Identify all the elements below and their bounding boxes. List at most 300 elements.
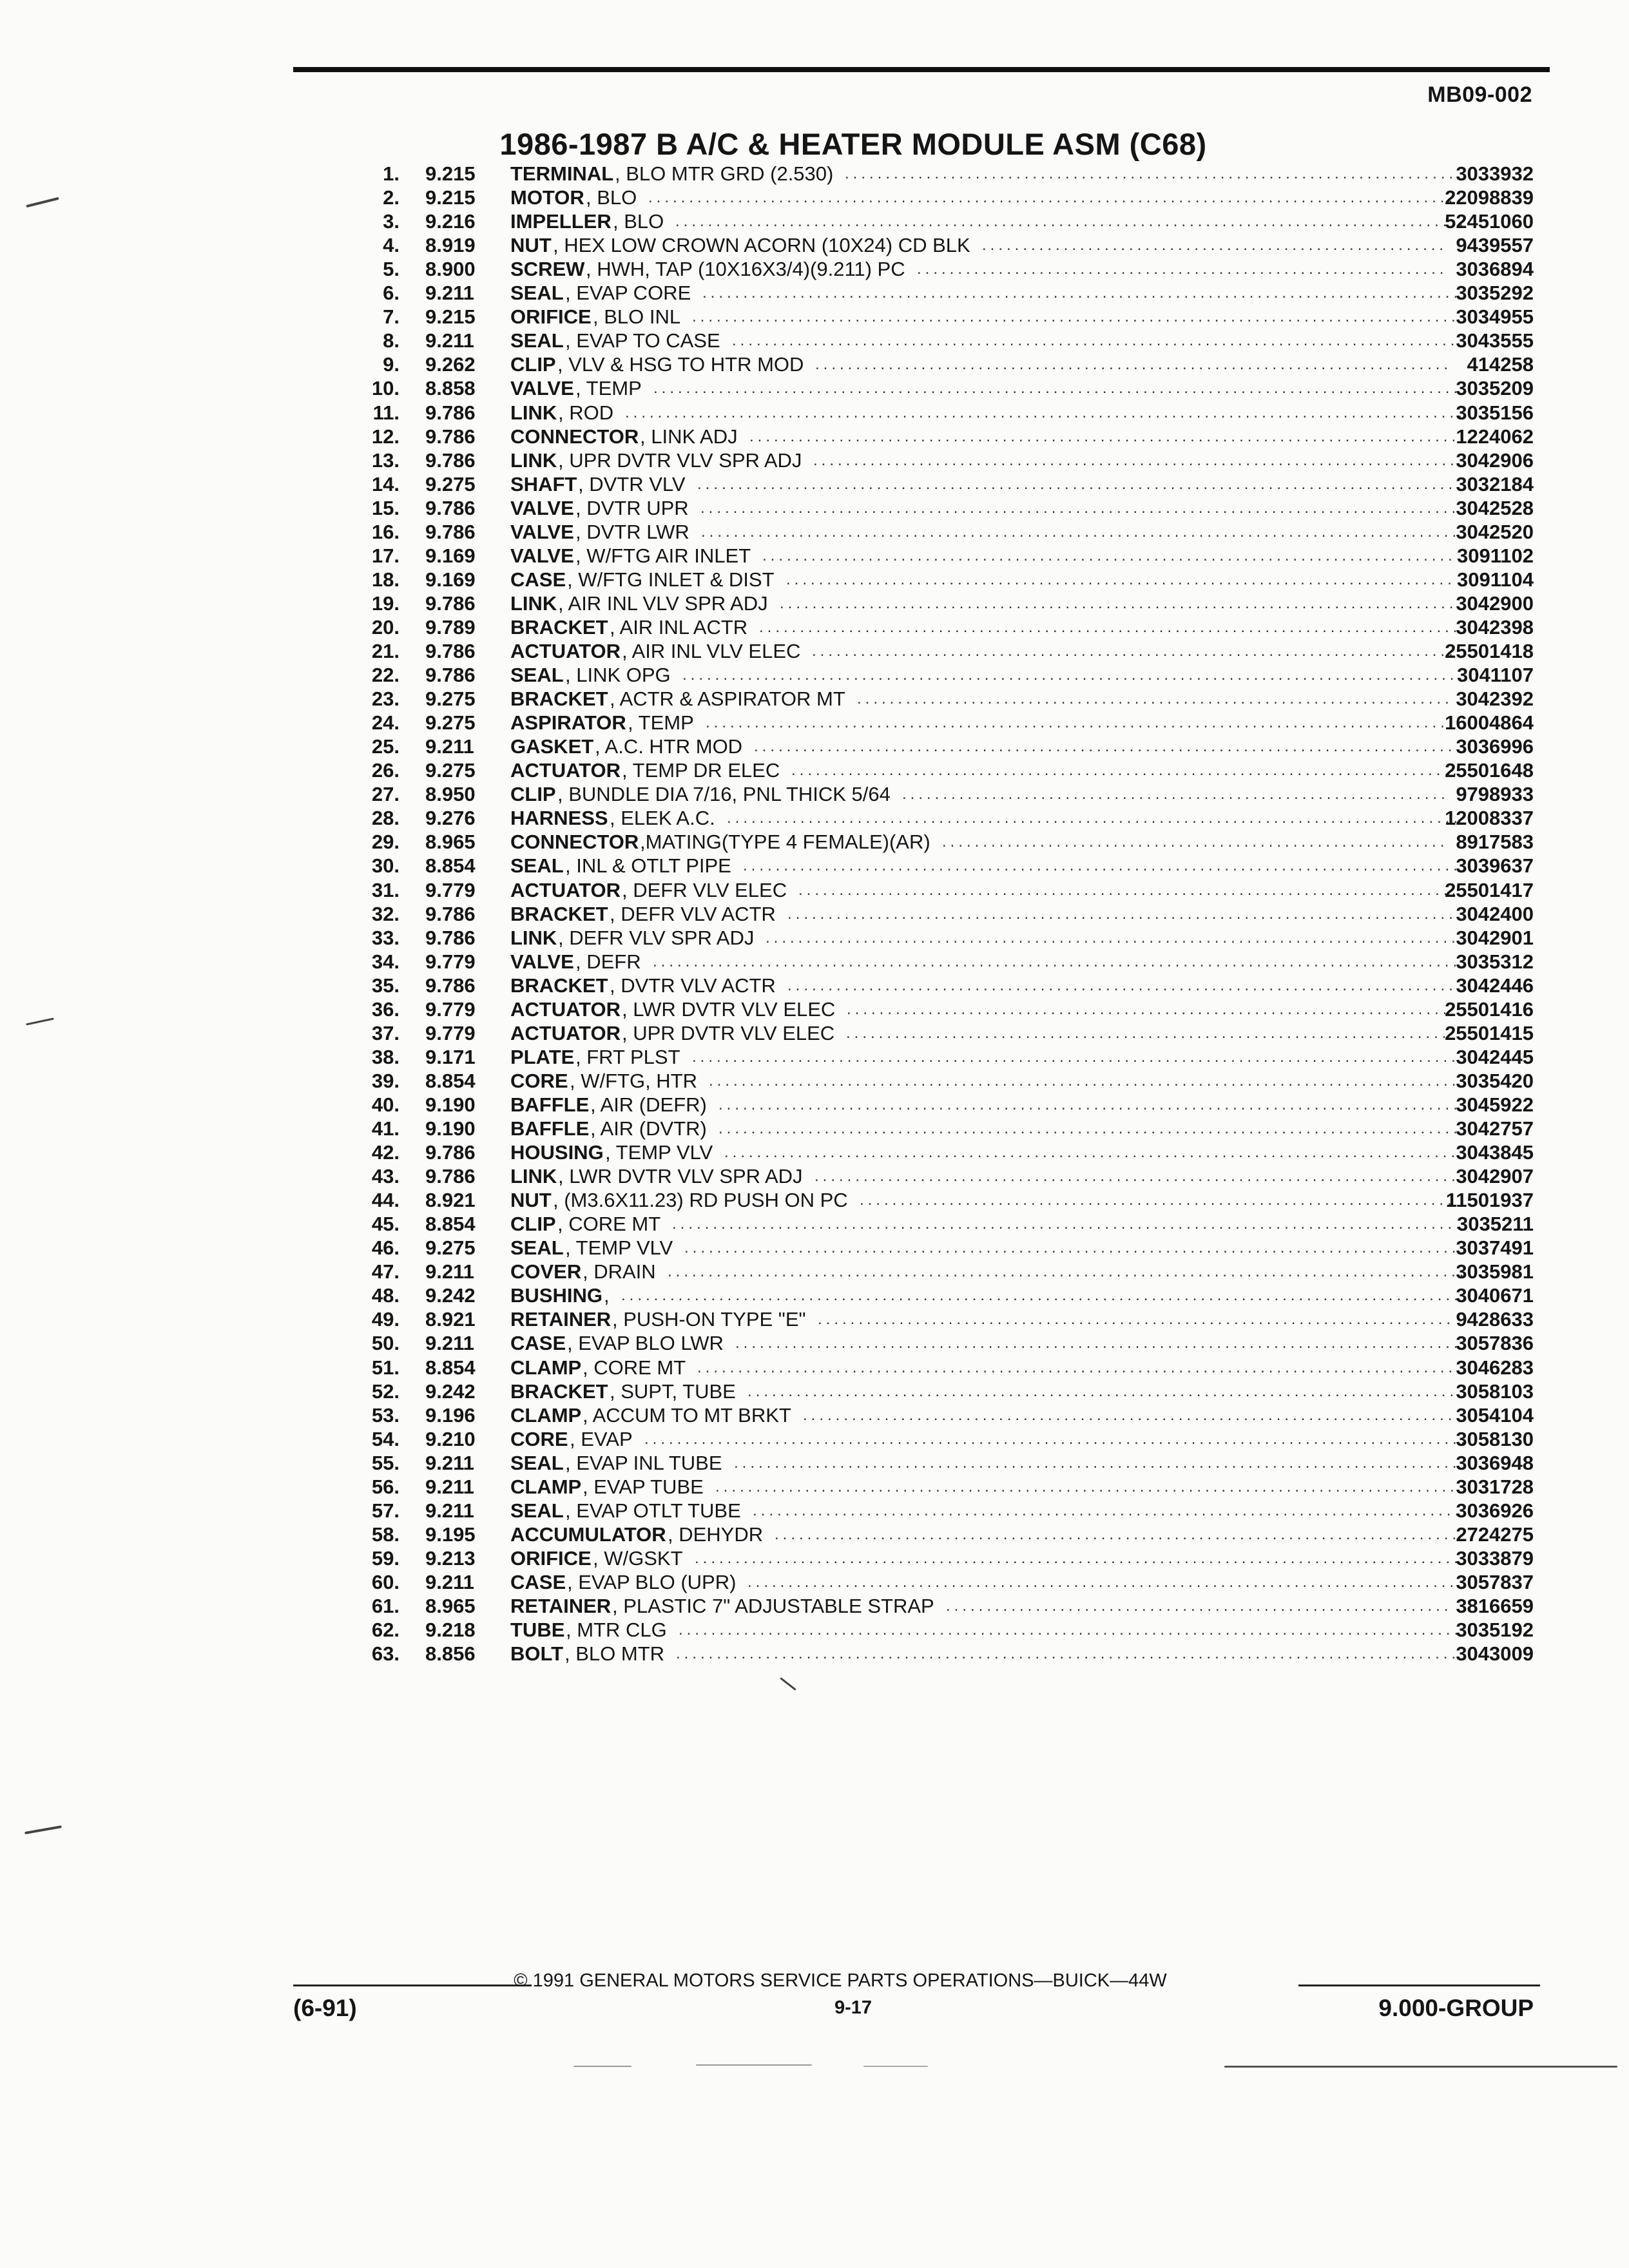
part-name: ACTUATOR (510, 997, 621, 1021)
item-number: 2. (383, 186, 400, 209)
group-number: 9.190 (425, 1117, 476, 1140)
part-name: HARNESS (510, 807, 608, 830)
dot-leader: .......................................................................... (847, 1000, 1451, 1018)
list-item (0, 1570, 1629, 1594)
dot-leader: ................................................................. (917, 260, 1448, 278)
part-number: 3043555 (1456, 329, 1534, 352)
group-number: 9.275 (425, 687, 476, 711)
item-number: 24. (371, 711, 400, 735)
list-item (0, 997, 1629, 1021)
part-name: CASE (510, 1570, 566, 1593)
part-number: 12008337 (1445, 807, 1534, 830)
part-name: NUT (510, 234, 552, 257)
part-number: 3091102 (1457, 544, 1534, 567)
part-number: 3036926 (1456, 1499, 1534, 1522)
group-number: 9.169 (425, 568, 476, 591)
dot-leader: .............................................................. (942, 833, 1449, 851)
part-name: PLATE (510, 1045, 575, 1068)
dot-leader: ............................................................................................... (684, 1239, 1460, 1257)
part-number: 3042400 (1456, 902, 1534, 925)
group-number: 9.211 (425, 329, 474, 352)
list-item (0, 1546, 1629, 1570)
group-number: 8.921 (425, 1308, 476, 1331)
list-item (0, 257, 1629, 281)
part-number: 3036894 (1456, 258, 1534, 281)
item-number: 51. (371, 1356, 400, 1379)
part-description: , CORE MT (583, 1356, 686, 1379)
part-number: 3042901 (1456, 926, 1534, 949)
part-name: VALVE (510, 520, 574, 543)
dot-leader: ................................................................................ (803, 1406, 1456, 1424)
dot-leader: .............................................................................................. (695, 1549, 1462, 1567)
part-name: RETAINER (510, 1595, 612, 1617)
list-item (0, 1403, 1629, 1427)
part-number: 3033932 (1456, 162, 1534, 185)
list-item (0, 376, 1629, 400)
part-number: 9428633 (1456, 1308, 1534, 1331)
list-item (0, 1212, 1629, 1236)
item-number: 4. (383, 234, 400, 257)
dot-leader: ............................................................................................ (709, 1072, 1460, 1090)
item-number: 14. (371, 472, 400, 495)
dot-leader: ...................................................................................... (754, 738, 1456, 756)
group-number: 9.211 (425, 1499, 474, 1522)
dot-leader: ................................................................................... (780, 594, 1458, 612)
part-name: MOTOR (510, 186, 584, 209)
list-item (0, 615, 1629, 639)
item-number: 20. (371, 615, 400, 639)
list-item (0, 162, 1629, 186)
list-item (0, 1523, 1629, 1546)
list-item (0, 1117, 1629, 1140)
part-number: 3042900 (1456, 591, 1534, 615)
group-number: 8.854 (425, 854, 476, 878)
group-number: 9.196 (425, 1403, 476, 1427)
dot-leader: ..................................................................................................... (644, 1430, 1469, 1448)
item-number: 35. (371, 974, 400, 997)
part-number: 3043009 (1456, 1642, 1534, 1666)
part-number: 3046283 (1456, 1356, 1534, 1379)
item-number: 26. (371, 759, 400, 782)
part-number: 3034955 (1456, 305, 1534, 329)
part-name: VALVE (510, 950, 574, 973)
part-number: 414258 (1467, 353, 1534, 376)
group-number: 9.275 (425, 1236, 476, 1260)
part-name: IMPELLER (510, 210, 612, 233)
part-number: 3035156 (1456, 401, 1534, 424)
group-number: 9.211 (425, 1570, 474, 1593)
part-name: CONNECTOR (510, 425, 639, 448)
group-number: 9.786 (425, 926, 476, 949)
list-item (0, 472, 1629, 496)
part-number: 3035209 (1456, 377, 1534, 400)
part-name: BUSHING (510, 1284, 602, 1307)
item-number: 56. (371, 1475, 400, 1498)
part-name: BRACKET (510, 615, 608, 639)
part-number: 3032184 (1456, 472, 1534, 495)
list-item (0, 782, 1629, 806)
item-number: 28. (371, 807, 400, 830)
group-number: 8.900 (425, 258, 476, 281)
part-description: , DVTR UPR (575, 496, 689, 519)
dot-leader: ...................................................................................... (759, 618, 1461, 636)
part-name: CLIP (510, 783, 556, 806)
dot-leader: ................................................................................................ (682, 666, 1467, 684)
dot-leader: .............................................................................. (818, 1311, 1455, 1329)
part-number: 9439557 (1456, 234, 1534, 257)
part-number: 3041107 (1457, 664, 1534, 687)
dot-leader: .............................................................................. (815, 356, 1452, 374)
part-name: GASKET (510, 735, 594, 758)
part-number: 3043845 (1456, 1141, 1534, 1164)
part-name: CASE (510, 568, 566, 591)
part-description: , ACTR & ASPIRATOR MT (610, 687, 845, 711)
item-number: 38. (371, 1045, 400, 1068)
part-name: CLAMP (510, 1403, 582, 1427)
item-number: 15. (371, 496, 400, 519)
part-name: LINK (510, 448, 557, 472)
list-item (0, 520, 1629, 544)
item-number: 23. (371, 687, 400, 711)
part-number: 3045922 (1456, 1093, 1534, 1116)
part-name: ORIFICE (510, 305, 592, 329)
part-description: , VLV & HSG TO HTR MOD (557, 353, 804, 376)
part-description: , INL & OTLT PIPE (565, 854, 731, 878)
part-description: , FRT PLST (575, 1045, 680, 1068)
part-description: , DEFR VLV SPR ADJ (558, 926, 755, 949)
dot-leader: ........................................................................................... (715, 1477, 1458, 1495)
list-item (0, 1427, 1629, 1451)
part-name: SEAL (510, 282, 564, 305)
part-number: 2724275 (1456, 1523, 1534, 1546)
item-number: 12. (371, 425, 400, 448)
footer-group-code: 9.000-GROUP (1378, 1995, 1534, 2021)
part-number: 9798933 (1456, 783, 1534, 806)
group-number: 9.779 (425, 878, 476, 901)
group-number: 9.211 (425, 1260, 474, 1283)
item-number: 53. (371, 1403, 400, 1427)
part-number: 52451060 (1445, 210, 1534, 233)
dot-leader: .................................................................................. (787, 905, 1457, 923)
part-description: , ACCUM TO MT BRKT (583, 1403, 791, 1427)
dot-leader: .......................................................................................... (727, 809, 1462, 827)
item-number: 8. (383, 329, 400, 352)
part-name: TUBE (510, 1619, 565, 1642)
part-description: , AIR INL ACTR (610, 615, 748, 639)
part-name: LINK (510, 926, 557, 949)
list-item (0, 711, 1629, 735)
group-number: 8.921 (425, 1189, 476, 1212)
dot-leader: ......................................................................................... (732, 332, 1459, 350)
item-number: 13. (371, 448, 400, 472)
dot-leader: ......................................................................................... (735, 1334, 1462, 1352)
part-number: 3058103 (1456, 1379, 1534, 1403)
part-name: CONNECTOR (510, 831, 639, 854)
part-description: , DVTR VLV ACTR (610, 974, 776, 997)
part-description: , LINK OPG (565, 664, 671, 687)
item-number: 61. (371, 1595, 400, 1617)
list-item (0, 663, 1629, 687)
group-number: 9.242 (425, 1284, 476, 1307)
item-number: 37. (371, 1021, 400, 1044)
part-name: LINK (510, 401, 557, 424)
group-number: 9.786 (425, 520, 476, 543)
dot-leader: ............................................................................... (812, 642, 1457, 660)
part-name: CORE (510, 1069, 568, 1092)
part-description: , DEHYDR (668, 1523, 764, 1546)
dot-leader: ............................................................................................. (702, 284, 1462, 302)
part-number: 3042907 (1456, 1165, 1534, 1188)
part-name: SHAFT (510, 472, 577, 495)
group-number: 9.779 (425, 997, 476, 1021)
dot-leader: ................................................................... (902, 785, 1449, 803)
part-name: SEAL (510, 1236, 564, 1260)
item-number: 18. (371, 568, 400, 591)
dot-leader: ........................................................................................ (743, 857, 1461, 875)
part-number: 3042398 (1456, 615, 1534, 639)
item-number: 30. (371, 854, 400, 878)
list-item (0, 281, 1629, 305)
part-name: VALVE (510, 544, 574, 567)
item-number: 34. (371, 950, 400, 973)
list-item (0, 1356, 1629, 1379)
part-description: , W/FTG INLET & DIST (567, 568, 775, 591)
group-number: 8.854 (425, 1069, 476, 1092)
list-item (0, 878, 1629, 902)
part-description: , LINK ADJ (640, 425, 738, 448)
part-description: , TEMP VLV (565, 1236, 673, 1260)
part-description: , (604, 1284, 610, 1307)
list-item (0, 233, 1629, 257)
group-number: 9.786 (425, 496, 476, 519)
dot-leader: .................................................................................................... (648, 189, 1465, 207)
part-number: 3035420 (1456, 1069, 1534, 1092)
list-item (0, 305, 1629, 329)
dot-leader: .................................................................................................. (668, 1263, 1468, 1281)
item-number: 45. (371, 1213, 400, 1236)
dot-leader: .................................................................................. (791, 762, 1461, 780)
part-description: , EVAP TO CASE (565, 329, 720, 352)
part-name: ACTUATOR (510, 1021, 621, 1044)
list-item (0, 1618, 1629, 1642)
group-number: 9.190 (425, 1093, 476, 1116)
list-item (0, 1164, 1629, 1188)
part-description: , EVAP INL TUBE (565, 1451, 722, 1474)
group-number: 9.216 (425, 210, 476, 233)
part-description: , HEX LOW CROWN ACORN (10X24) CD BLK (553, 234, 970, 257)
part-name: SEAL (510, 1499, 564, 1522)
part-description: , BLO INL (593, 305, 681, 329)
footer-rule-right (1298, 1984, 1540, 1986)
part-number: 3035292 (1456, 282, 1534, 305)
part-name: ACTUATOR (510, 640, 621, 662)
dot-leader: ............................................................................................. (700, 499, 1460, 517)
part-number: 3033879 (1456, 1546, 1534, 1570)
item-number: 21. (371, 640, 400, 662)
part-name: ACCUMULATOR (510, 1523, 666, 1546)
part-description: , DEFR (575, 950, 641, 973)
part-description: , TEMP (575, 377, 642, 400)
part-name: SEAL (510, 854, 564, 878)
group-number: 9.786 (425, 425, 476, 448)
part-description: , EVAP TUBE (583, 1475, 704, 1498)
group-number: 9.215 (425, 186, 476, 209)
part-number: 25501417 (1445, 878, 1534, 901)
group-number: 9.215 (425, 162, 476, 185)
part-name: CORE (510, 1427, 568, 1450)
list-item (0, 1594, 1629, 1618)
part-name: TERMINAL (510, 162, 614, 185)
part-description: , AIR (DEFR) (590, 1093, 707, 1116)
group-number: 9.786 (425, 640, 476, 662)
part-name: CASE (510, 1332, 566, 1355)
list-item (0, 1093, 1629, 1117)
part-name: CLAMP (510, 1475, 582, 1498)
group-number: 8.950 (425, 783, 476, 806)
dot-leader: ............................................................................... (815, 1168, 1460, 1186)
dot-leader: ................................................................................................... (653, 952, 1461, 970)
part-name: BRACKET (510, 974, 608, 997)
part-name: CLIP (510, 1213, 556, 1236)
list-item (0, 854, 1629, 878)
part-description: , BLO (586, 186, 637, 209)
part-description: , TEMP DR ELEC (622, 759, 780, 782)
dot-leader: ........................................................................................... (718, 1095, 1461, 1113)
part-number: 3058130 (1456, 1427, 1534, 1450)
group-number: 9.211 (425, 1451, 474, 1474)
item-number: 27. (371, 783, 400, 806)
list-item (0, 591, 1629, 615)
scan-mark (1224, 2066, 1617, 2068)
part-number: 3039637 (1456, 854, 1534, 878)
part-description: , UPR DVTR VLV SPR ADJ (558, 448, 802, 472)
group-number: 9.275 (425, 472, 476, 495)
part-description: , DEFR VLV ACTR (610, 902, 776, 925)
group-number: 8.854 (425, 1356, 476, 1379)
scan-mark (574, 2066, 631, 2067)
group-number: 9.786 (425, 1165, 476, 1188)
group-number: 9.786 (425, 1141, 476, 1164)
part-name: ORIFICE (510, 1546, 592, 1570)
part-number: 16004864 (1445, 711, 1534, 735)
dot-leader: ........................................................................................... (718, 1120, 1461, 1137)
part-description: , DVTR LWR (575, 520, 689, 543)
item-number: 9. (383, 353, 400, 376)
part-description: , PLASTIC 7" ADJUSTABLE STRAP (612, 1595, 934, 1617)
list-item (0, 1140, 1629, 1164)
part-number: 3035211 (1457, 1213, 1534, 1236)
group-number: 9.213 (425, 1546, 476, 1570)
list-item (0, 1260, 1629, 1283)
group-number: 9.211 (425, 1332, 474, 1355)
list-item (0, 544, 1629, 568)
list-item (0, 1642, 1629, 1666)
group-number: 9.242 (425, 1379, 476, 1403)
part-description: , TEMP (628, 711, 694, 735)
list-item (0, 209, 1629, 233)
group-number: 9.786 (425, 591, 476, 615)
dot-leader: ......................................................................... (857, 690, 1453, 708)
item-number: 44. (371, 1189, 400, 1212)
group-number: 8.965 (425, 1595, 476, 1617)
item-number: 1. (383, 162, 400, 185)
item-number: 50. (371, 1332, 400, 1355)
group-number: 9.779 (425, 1021, 476, 1044)
dot-leader: .............................................................................................. (692, 308, 1460, 326)
group-number: 9.276 (425, 807, 476, 830)
part-description: , BLO MTR (564, 1642, 665, 1666)
list-item (0, 735, 1629, 758)
dot-leader: ................................................................................................. (672, 1215, 1464, 1233)
part-description: , MTR CLG (566, 1619, 667, 1642)
part-description: , W/GSKT (593, 1546, 683, 1570)
item-number: 25. (371, 735, 400, 758)
item-number: 49. (371, 1308, 400, 1331)
part-description: , (M3.6X11.23) RD PUSH ON PC (553, 1189, 848, 1212)
group-number: 9.275 (425, 711, 476, 735)
part-number: 3091104 (1457, 568, 1534, 591)
document-code: MB09-002 (1427, 82, 1532, 107)
group-number: 9.195 (425, 1523, 476, 1546)
group-number: 9.275 (425, 759, 476, 782)
part-number: 3042757 (1456, 1117, 1534, 1140)
dot-leader: .................................................................................. (787, 976, 1457, 994)
part-number: 3042446 (1456, 974, 1534, 997)
dot-leader: ....................................................................................... (747, 1382, 1458, 1400)
part-number: 8917583 (1456, 831, 1534, 854)
part-name: SCREW (510, 258, 585, 281)
item-number: 52. (371, 1379, 400, 1403)
part-number: 3057837 (1456, 1570, 1534, 1593)
scan-mark (696, 2064, 812, 2066)
list-item (0, 1188, 1629, 1212)
part-number: 3042445 (1456, 1045, 1534, 1068)
list-item (0, 1499, 1629, 1523)
part-description: , LWR DVTR VLV ELEC (622, 997, 836, 1021)
item-number: 63. (371, 1642, 400, 1666)
group-number: 9.779 (425, 950, 476, 973)
item-number: 36. (371, 997, 400, 1021)
list-item (0, 639, 1629, 663)
item-number: 54. (371, 1427, 400, 1450)
dot-leader: ....................................................................................... (749, 427, 1460, 445)
dot-leader: ....................................................................................... (747, 1573, 1458, 1591)
item-number: 22. (371, 664, 400, 687)
list-item (0, 1379, 1629, 1403)
item-number: 60. (371, 1570, 400, 1593)
item-number: 3. (383, 210, 400, 233)
item-number: 55. (371, 1451, 400, 1474)
list-item (0, 1475, 1629, 1499)
part-number: 3035981 (1456, 1260, 1534, 1283)
part-description: ,MATING(TYPE 4 FEMALE)(AR) (640, 831, 930, 854)
list-item (0, 1045, 1629, 1069)
part-number: 3036948 (1456, 1451, 1534, 1474)
group-number: 9.211 (425, 282, 474, 305)
part-name: BAFFLE (510, 1093, 590, 1116)
part-description: , EVAP (570, 1427, 633, 1450)
dot-leader: .............................................................................................. (697, 475, 1465, 493)
item-number: 57. (371, 1499, 400, 1522)
list-item (0, 448, 1629, 472)
list-item (0, 1069, 1629, 1093)
part-name: ACTUATOR (510, 759, 621, 782)
part-name: LINK (510, 591, 557, 615)
dot-leader: .......................................................................................... (724, 1144, 1460, 1162)
part-number: 3057836 (1456, 1332, 1534, 1355)
dot-leader: ........................................................................... (845, 165, 1458, 182)
group-number: 8.854 (425, 1213, 476, 1236)
